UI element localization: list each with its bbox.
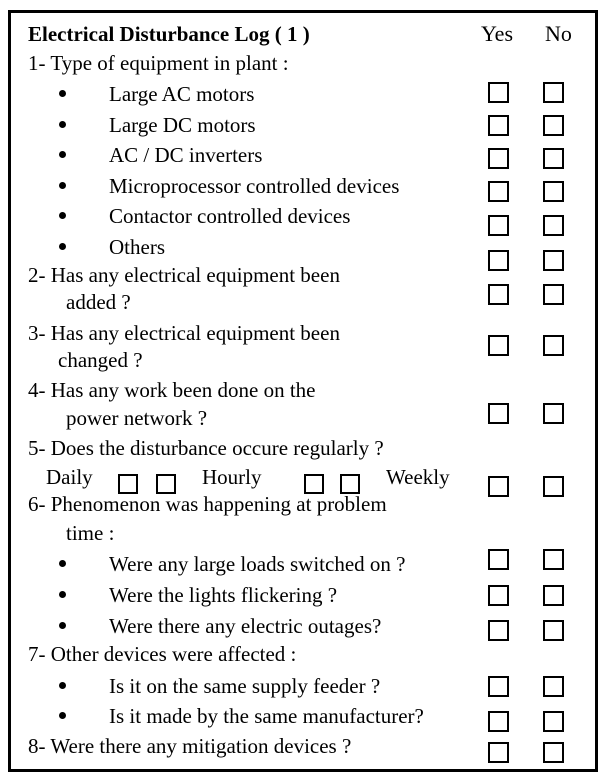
- phenomenon-item-label: Were any large loads switched on ?: [109, 552, 406, 576]
- question-8: 8- Were there any mitigation devices ?: [28, 734, 352, 758]
- equipment-item-label: Microprocessor controlled devices: [109, 174, 400, 198]
- no-checkbox[interactable]: [543, 148, 564, 169]
- no-checkbox[interactable]: [543, 711, 564, 732]
- yes-checkbox[interactable]: [488, 711, 509, 732]
- bullet: [59, 622, 66, 629]
- no-checkbox[interactable]: [543, 115, 564, 136]
- question-2: 2- Has any electrical equipment been: [28, 263, 340, 287]
- daily-yes-checkbox[interactable]: [118, 474, 138, 494]
- yes-checkbox[interactable]: [488, 742, 509, 763]
- no-checkbox[interactable]: [543, 585, 564, 606]
- yes-checkbox[interactable]: [488, 335, 509, 356]
- yes-checkbox[interactable]: [488, 284, 509, 305]
- no-checkbox[interactable]: [543, 250, 564, 271]
- form-title: Electrical Disturbance Log ( 1 ): [28, 22, 310, 46]
- bullet: [59, 243, 66, 250]
- yes-checkbox[interactable]: [488, 181, 509, 202]
- yes-column-header: Yes: [481, 21, 514, 46]
- yes-checkbox[interactable]: [488, 620, 509, 641]
- no-checkbox[interactable]: [543, 676, 564, 697]
- yes-checkbox[interactable]: [488, 250, 509, 271]
- weekly-label: Weekly: [386, 465, 450, 489]
- yes-checkbox[interactable]: [488, 549, 509, 570]
- daily-no-checkbox[interactable]: [156, 474, 176, 494]
- equipment-item-label: AC / DC inverters: [109, 143, 263, 167]
- affected-devices-item-label: Is it made by the same manufacturer?: [109, 704, 424, 728]
- question-7: 7- Other devices were affected :: [28, 642, 297, 666]
- yes-checkbox[interactable]: [488, 585, 509, 606]
- hourly-no-checkbox[interactable]: [340, 474, 360, 494]
- hourly-label: Hourly: [202, 465, 262, 489]
- equipment-item-label: Contactor controlled devices: [109, 204, 351, 228]
- question-2-continued: added ?: [66, 290, 131, 314]
- question-4: 4- Has any work been done on the: [28, 378, 316, 402]
- yes-checkbox[interactable]: [488, 676, 509, 697]
- yes-checkbox[interactable]: [488, 115, 509, 136]
- bullet: [59, 182, 66, 189]
- hourly-yes-checkbox[interactable]: [304, 474, 324, 494]
- equipment-item-label: Large DC motors: [109, 113, 256, 137]
- question-1: 1- Type of equipment in plant :: [28, 51, 289, 75]
- question-4-continued: power network ?: [66, 406, 208, 430]
- yes-checkbox[interactable]: [488, 215, 509, 236]
- bullet: [59, 121, 66, 128]
- weekly-yes-checkbox[interactable]: [488, 476, 509, 497]
- question-6: 6- Phenomenon was happening at problem: [28, 492, 387, 516]
- no-checkbox[interactable]: [543, 82, 564, 103]
- question-3-continued: changed ?: [58, 348, 143, 372]
- yes-checkbox[interactable]: [488, 82, 509, 103]
- yes-checkbox[interactable]: [488, 403, 509, 424]
- no-checkbox[interactable]: [543, 284, 564, 305]
- bullet: [59, 212, 66, 219]
- phenomenon-item-label: Were the lights flickering ?: [109, 583, 338, 607]
- question-5: 5- Does the disturbance occure regularly ?: [28, 436, 384, 460]
- yes-checkbox[interactable]: [488, 148, 509, 169]
- no-checkbox[interactable]: [543, 549, 564, 570]
- equipment-item-label: Others: [109, 235, 165, 259]
- bullet: [59, 151, 66, 158]
- no-checkbox[interactable]: [543, 403, 564, 424]
- question-3: 3- Has any electrical equipment been: [28, 321, 340, 345]
- equipment-item-label: Large AC motors: [109, 82, 255, 106]
- no-column-header: No: [545, 21, 572, 46]
- bullet: [59, 682, 66, 689]
- bullet: [59, 591, 66, 598]
- daily-label: Daily: [46, 465, 93, 489]
- affected-devices-item-label: Is it on the same supply feeder ?: [109, 674, 381, 698]
- no-checkbox[interactable]: [543, 335, 564, 356]
- bullet: [59, 560, 66, 567]
- weekly-no-checkbox[interactable]: [543, 476, 564, 497]
- no-checkbox[interactable]: [543, 215, 564, 236]
- bullet: [59, 712, 66, 719]
- phenomenon-item-label: Were there any electric outages?: [109, 614, 382, 638]
- no-checkbox[interactable]: [543, 620, 564, 641]
- no-checkbox[interactable]: [543, 742, 564, 763]
- question-6-continued: time :: [66, 521, 115, 545]
- no-checkbox[interactable]: [543, 181, 564, 202]
- bullet: [59, 90, 66, 97]
